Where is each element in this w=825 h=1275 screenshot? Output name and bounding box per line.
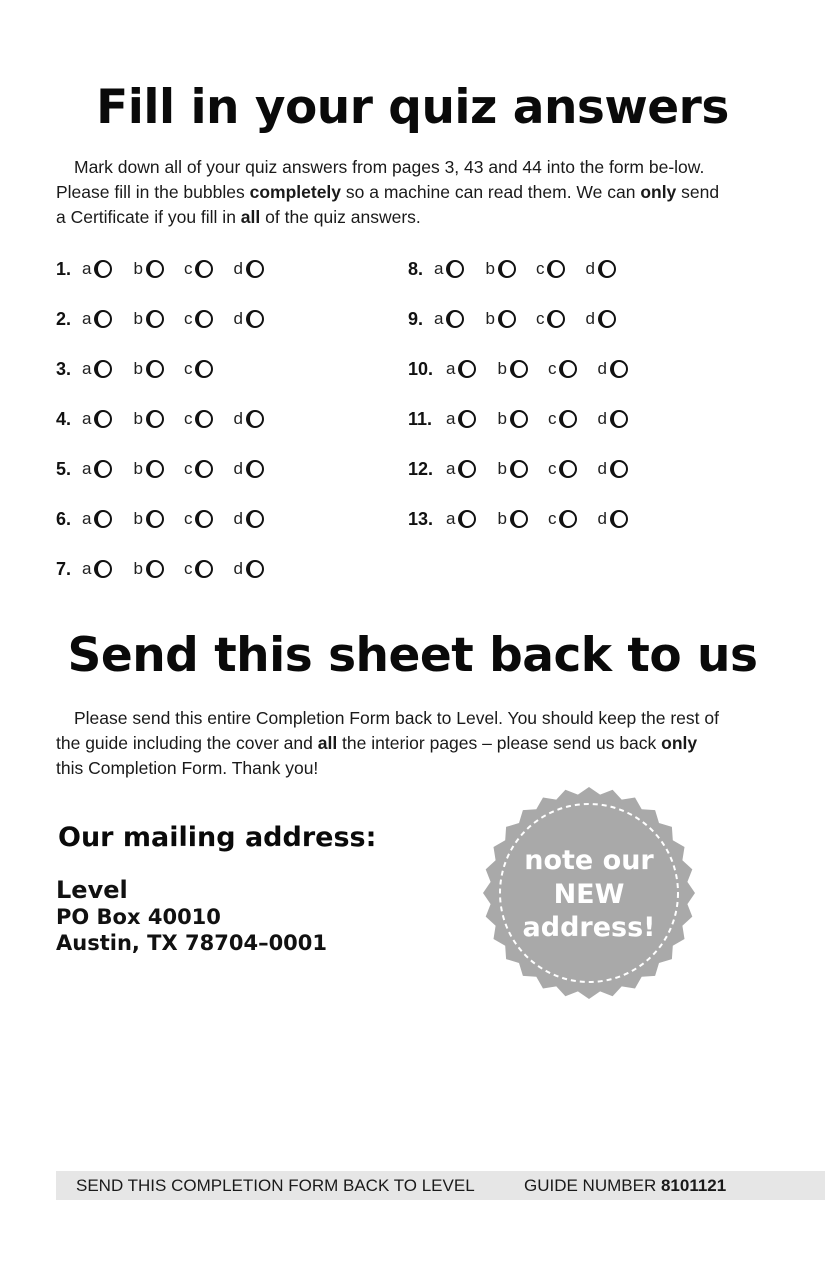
answer-bubble-icon[interactable]	[195, 560, 213, 578]
answer-bubble-icon[interactable]	[195, 410, 213, 428]
option-letter: d	[597, 359, 607, 378]
option-letter: a	[446, 509, 456, 528]
answer-option-b[interactable]	[133, 509, 163, 529]
option-letter: c	[183, 359, 193, 378]
option-letter: d	[597, 409, 607, 428]
quiz-question-row	[56, 507, 284, 531]
guide-number-label: GUIDE NUMBER	[524, 1176, 661, 1195]
answer-bubble-icon[interactable]	[246, 560, 264, 578]
answer-option-c[interactable]	[184, 259, 214, 279]
option-letter: b	[485, 259, 495, 278]
send-bold-1: all	[317, 733, 338, 753]
answer-option-c[interactable]	[548, 409, 578, 429]
answer-option-d[interactable]	[233, 559, 263, 579]
answer-option-c[interactable]	[548, 459, 578, 479]
quiz-question-row	[408, 407, 648, 431]
option-letter: a	[82, 559, 92, 578]
answer-bubble-icon[interactable]	[498, 260, 516, 278]
option-letter: a	[446, 459, 456, 478]
question-number: 2.	[56, 308, 72, 329]
option-letter: b	[497, 509, 507, 528]
send-text-2: the interior pages – please send us back	[337, 733, 662, 753]
answer-option-b[interactable]	[133, 459, 163, 479]
quiz-question-row	[408, 457, 648, 481]
option-letter: c	[183, 259, 193, 278]
option-letter: a	[82, 509, 92, 528]
option-letter: c	[183, 309, 193, 328]
page-title: Fill in your quiz answers	[96, 80, 729, 135]
intro-bold-2: only	[640, 182, 677, 202]
answer-option-d[interactable]	[233, 259, 263, 279]
seal-line-3: address!	[522, 912, 656, 943]
answer-option-a[interactable]	[446, 409, 476, 429]
instructions-paragraph	[56, 155, 726, 230]
answer-bubble-icon[interactable]	[610, 460, 628, 478]
option-letter: c	[183, 459, 193, 478]
answer-option-d[interactable]	[597, 409, 627, 429]
answer-option-a[interactable]	[82, 409, 112, 429]
option-letter: c	[547, 359, 557, 378]
quiz-question-row	[56, 557, 284, 581]
answer-option-c[interactable]	[548, 359, 578, 379]
option-letter: a	[434, 259, 444, 278]
send-text-3: this Completion Form. Thank you!	[56, 758, 319, 778]
option-letter: a	[82, 459, 92, 478]
answer-option-d[interactable]	[597, 359, 627, 379]
answer-option-c[interactable]	[184, 509, 214, 529]
option-letter: b	[133, 459, 143, 478]
quiz-question-row	[56, 407, 284, 431]
option-letter: a	[82, 409, 92, 428]
answer-option-c[interactable]	[548, 509, 578, 529]
answer-bubble-icon[interactable]	[547, 260, 565, 278]
question-number: 3.	[56, 358, 72, 379]
send-back-paragraph	[56, 706, 726, 781]
answer-bubble-icon[interactable]	[559, 460, 577, 478]
answer-bubble-icon[interactable]	[146, 460, 164, 478]
answer-bubble-icon[interactable]	[510, 510, 528, 528]
intro-text-2: so a machine can read them. We can	[341, 182, 641, 202]
answer-bubble-icon[interactable]	[246, 410, 264, 428]
question-number: 8.	[408, 258, 424, 279]
quiz-question-row	[408, 307, 636, 331]
answer-bubble-icon[interactable]	[195, 260, 213, 278]
answer-option-a[interactable]	[446, 509, 476, 529]
address-city: Austin, TX 78704–0001	[56, 931, 328, 955]
answer-option-a[interactable]	[434, 309, 464, 329]
intro-text-3: send a Certificate if you fill in	[56, 182, 720, 227]
option-letter: d	[585, 259, 595, 278]
answer-bubble-icon[interactable]	[146, 310, 164, 328]
quiz-question-row	[56, 357, 233, 381]
question-number: 12.	[408, 458, 434, 479]
option-letter: d	[233, 259, 243, 278]
option-letter: a	[446, 359, 456, 378]
answer-option-a[interactable]	[446, 459, 476, 479]
answer-bubble-icon[interactable]	[246, 260, 264, 278]
answer-option-a[interactable]	[82, 509, 112, 529]
option-letter: b	[133, 409, 143, 428]
mailing-address-heading: Our mailing address:	[58, 822, 377, 853]
answer-bubble-icon[interactable]	[446, 310, 464, 328]
answer-option-b[interactable]	[133, 359, 163, 379]
answer-option-a[interactable]	[434, 259, 464, 279]
answer-option-d[interactable]	[585, 259, 615, 279]
footer-guide-number	[524, 1176, 726, 1196]
answer-bubble-icon[interactable]	[146, 360, 164, 378]
answer-bubble-icon[interactable]	[458, 510, 476, 528]
answer-bubble-icon[interactable]	[94, 360, 112, 378]
option-letter: d	[233, 459, 243, 478]
answer-option-c[interactable]	[536, 259, 566, 279]
option-letter: d	[233, 559, 243, 578]
option-letter: b	[497, 459, 507, 478]
quiz-question-row	[408, 357, 648, 381]
address-po-box: PO Box 40010	[56, 905, 221, 929]
answer-option-c[interactable]	[184, 559, 214, 579]
answer-bubble-icon[interactable]	[146, 410, 164, 428]
answer-bubble-icon[interactable]	[246, 460, 264, 478]
quiz-question-row	[56, 257, 284, 281]
answer-option-b[interactable]	[497, 359, 527, 379]
answer-bubble-icon[interactable]	[610, 410, 628, 428]
question-number: 4.	[56, 408, 72, 429]
answer-bubble-icon[interactable]	[94, 260, 112, 278]
address-name: Level	[56, 876, 128, 904]
answer-bubble-icon[interactable]	[195, 310, 213, 328]
intro-bold-1: completely	[249, 182, 342, 202]
footer-instruction: SEND THIS COMPLETION FORM BACK TO LEVEL	[76, 1176, 475, 1195]
option-letter: a	[82, 309, 92, 328]
answer-option-c[interactable]	[184, 409, 214, 429]
answer-option-d[interactable]	[233, 309, 263, 329]
option-letter: c	[547, 509, 557, 528]
answer-option-b[interactable]	[497, 509, 527, 529]
answer-bubble-icon[interactable]	[94, 560, 112, 578]
option-letter: b	[133, 359, 143, 378]
option-letter: c	[183, 559, 193, 578]
intro-bold-3: all	[240, 207, 261, 227]
option-letter: b	[133, 259, 143, 278]
answer-option-b[interactable]	[485, 309, 515, 329]
option-letter: c	[183, 509, 193, 528]
question-number: 5.	[56, 458, 72, 479]
answer-option-d[interactable]	[585, 309, 615, 329]
answer-bubble-icon[interactable]	[94, 410, 112, 428]
option-letter: d	[233, 509, 243, 528]
answer-bubble-icon[interactable]	[559, 510, 577, 528]
option-letter: a	[82, 359, 92, 378]
answer-bubble-icon[interactable]	[146, 260, 164, 278]
option-letter: c	[535, 309, 545, 328]
question-number: 10.	[408, 358, 434, 379]
answer-option-b[interactable]	[133, 259, 163, 279]
send-bold-2: only	[661, 733, 698, 753]
answer-bubble-icon[interactable]	[598, 310, 616, 328]
question-number: 6.	[56, 508, 72, 529]
answer-option-d[interactable]	[233, 459, 263, 479]
answer-option-a[interactable]	[82, 309, 112, 329]
intro-text-4: of the quiz answers.	[260, 207, 421, 227]
answer-bubble-icon[interactable]	[195, 360, 213, 378]
answer-option-d[interactable]	[233, 409, 263, 429]
send-text-1: Please send this entire Completion Form back to Level. You should keep the rest of the guide including the cover and	[56, 708, 719, 753]
guide-number-value: 8101121	[660, 1176, 727, 1195]
answer-bubble-icon[interactable]	[246, 310, 264, 328]
answer-bubble-icon[interactable]	[94, 310, 112, 328]
seal-line-1: note our	[524, 845, 654, 876]
quiz-question-row	[56, 307, 284, 331]
option-letter: a	[82, 259, 92, 278]
intro-text-1: Mark down all of your quiz answers from pages 3, 43 and 44 into the form be-low. Please fill in the bubbles	[56, 157, 705, 202]
quiz-question-row	[408, 507, 648, 531]
option-letter: d	[233, 309, 243, 328]
answer-option-a[interactable]	[82, 259, 112, 279]
question-number: 11.	[408, 408, 433, 429]
question-number: 13.	[408, 508, 434, 529]
answer-bubble-icon[interactable]	[146, 560, 164, 578]
answer-bubble-icon[interactable]	[94, 510, 112, 528]
answer-option-b[interactable]	[497, 459, 527, 479]
answer-bubble-icon[interactable]	[94, 460, 112, 478]
answer-option-b[interactable]	[485, 259, 515, 279]
option-letter: d	[597, 509, 607, 528]
send-back-heading: Send this sheet back to us	[67, 628, 758, 683]
answer-bubble-icon[interactable]	[510, 360, 528, 378]
answer-bubble-icon[interactable]	[610, 510, 628, 528]
answer-option-b[interactable]	[133, 559, 163, 579]
answer-option-b[interactable]	[497, 409, 527, 429]
option-letter: b	[497, 409, 507, 428]
question-number: 9.	[408, 308, 424, 329]
answer-bubble-icon[interactable]	[559, 410, 577, 428]
answer-option-d[interactable]	[233, 509, 263, 529]
option-letter: a	[446, 409, 456, 428]
option-letter: d	[597, 459, 607, 478]
seal-line-2: NEW	[553, 879, 625, 910]
answer-bubble-icon[interactable]	[498, 310, 516, 328]
answer-bubble-icon[interactable]	[458, 410, 476, 428]
answer-option-a[interactable]	[82, 359, 112, 379]
answer-option-c[interactable]	[536, 309, 566, 329]
answer-bubble-icon[interactable]	[458, 360, 476, 378]
answer-option-a[interactable]	[82, 459, 112, 479]
answer-bubble-icon[interactable]	[598, 260, 616, 278]
answer-bubble-icon[interactable]	[547, 310, 565, 328]
option-letter: c	[183, 409, 193, 428]
answer-option-c[interactable]	[184, 459, 214, 479]
footer-bar	[56, 1171, 825, 1200]
answer-bubble-icon[interactable]	[246, 510, 264, 528]
option-letter: c	[547, 459, 557, 478]
answer-bubble-icon[interactable]	[559, 360, 577, 378]
answer-option-a[interactable]	[446, 359, 476, 379]
answer-option-c[interactable]	[184, 309, 214, 329]
option-letter: b	[133, 509, 143, 528]
answer-bubble-icon[interactable]	[610, 360, 628, 378]
answer-option-d[interactable]	[597, 459, 627, 479]
answer-bubble-icon[interactable]	[458, 460, 476, 478]
option-letter: a	[434, 309, 444, 328]
answer-option-d[interactable]	[597, 509, 627, 529]
quiz-question-row	[56, 457, 284, 481]
option-letter: d	[585, 309, 595, 328]
answer-bubble-icon[interactable]	[146, 510, 164, 528]
answer-bubble-icon[interactable]	[195, 460, 213, 478]
question-number: 7.	[56, 558, 72, 579]
answer-bubble-icon[interactable]	[446, 260, 464, 278]
answer-bubble-icon[interactable]	[510, 410, 528, 428]
option-letter: c	[535, 259, 545, 278]
answer-option-c[interactable]	[184, 359, 214, 379]
option-letter: d	[233, 409, 243, 428]
answer-option-b[interactable]	[133, 409, 163, 429]
option-letter: b	[497, 359, 507, 378]
option-letter: b	[133, 559, 143, 578]
option-letter: c	[547, 409, 557, 428]
quiz-question-row	[408, 257, 636, 281]
answer-option-a[interactable]	[82, 559, 112, 579]
option-letter: b	[133, 309, 143, 328]
new-address-seal	[482, 786, 696, 1000]
answer-bubble-icon[interactable]	[195, 510, 213, 528]
option-letter: b	[485, 309, 495, 328]
answer-bubble-icon[interactable]	[510, 460, 528, 478]
answer-option-b[interactable]	[133, 309, 163, 329]
question-number: 1.	[56, 258, 72, 279]
